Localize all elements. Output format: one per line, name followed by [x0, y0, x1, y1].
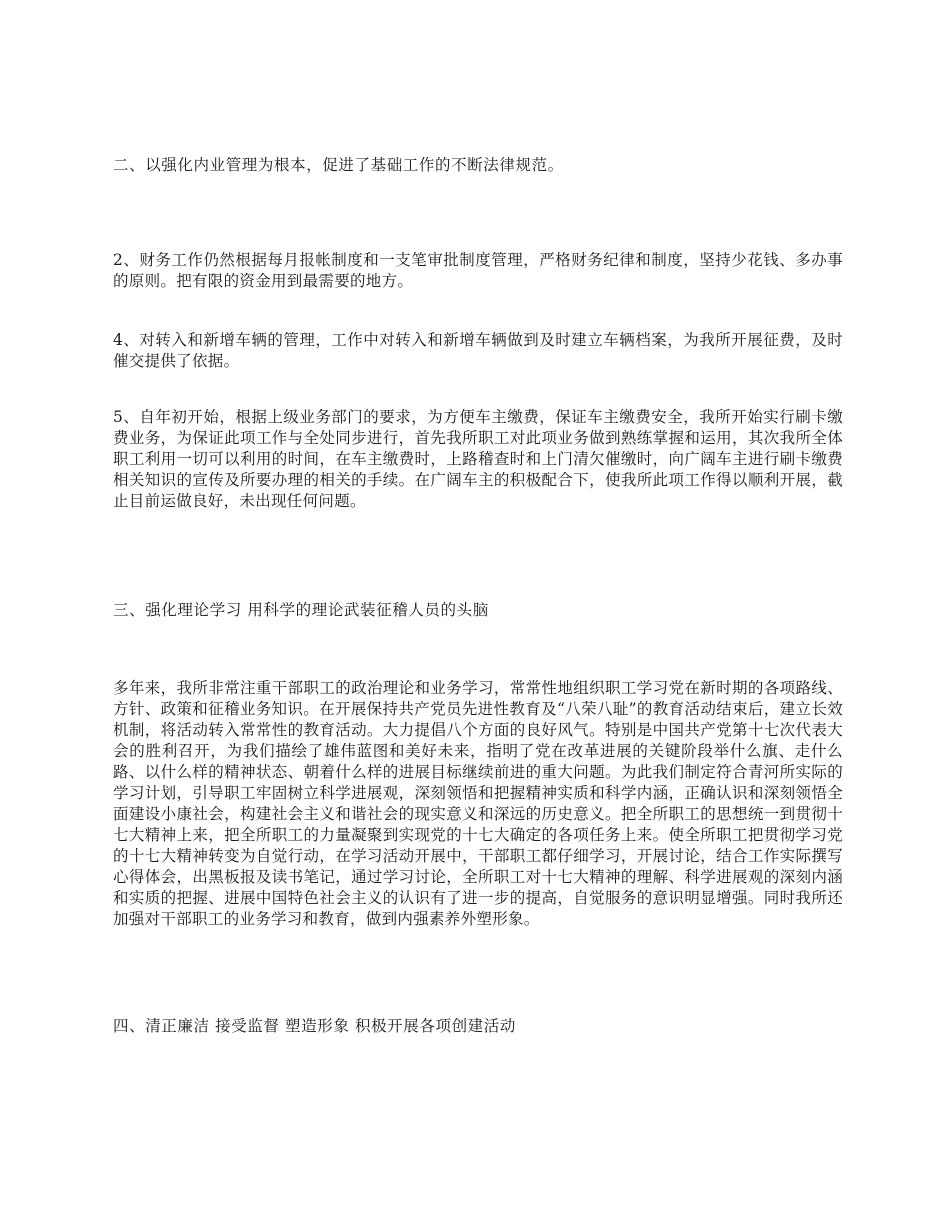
section-heading-3: 三、强化理论学习 用科学的理论武装征稽人员的头脑 — [113, 601, 489, 619]
section-heading-4: 四、清正廉洁 接受监督 塑造形象 积极开展各项创建活动 — [113, 1017, 516, 1035]
paragraph-theory-study: 多年来，我所非常注重干部职工的政治理论和业务学习，常常性地组织职工学习党在新时期的各项路线、方针、政策和征稽业务知识。在开展保持共产党员先进性教育及“八荣八耻”的教育活动结束后，建立长效机制，将活动转入常常性的教育活动。大力提倡八个方面的良好风气。特别是中国共产党第十七次代表大会的胜利召开，为我们描绘了雄伟蓝图和美好未来，指明了党在改革进展的关键阶段举什么旗、走什么路、以什么样的精神状态、朝着什么样的进展目标继续前进的重大问题。为此我们制定符合青河所实际的学习计划，引导职工牢固树立科学进展观，深刻领悟和把握精神实质和科学内涵，正确认识和深刻领悟全面建设小康社会，构建社会主义和谐社会的现实意义和深远的历史意义。把全所职工的思想统一到贯彻十七大精神上来，把全所职工的力量凝聚到实现党的十七大确定的各项任务上来。使全所职工把贯彻学习党的十七大精神转变为自觉行动，在学习活动开展中，干部职工都仔细学习，开展讨论，结合工作实际撰写心得体会，出黑板报及读书笔记，通过学习讨论，全所职工对十七大精神的理解、科学进展观的深刻内涵和实质的把握、进展中国特色社会主义的认识有了进一步的提高，自觉服务的意识明显增强。同时我所还加强对干部职工的业务学习和教育，做到内强素养外塑形象。 — [113, 679, 843, 928]
section-heading-2: 二、以强化内业管理为根本，促进了基础工作的不断法律规范。 — [113, 156, 564, 174]
paragraph-card-payment: 5、自年初开始，根据上级业务部门的要求，为方便车主缴费，保证车主缴费安全，我所开始实行刷卡缴费业务，为保证此项工作与全处同步进行，首先我所职工对此项业务做到熟练掌握和运用，其次我所全体职工利用一切可以利用的时间，在车主缴费时，上路稽查时和上门清欠催缴时，向广阔车主进行刷卡缴费相关知识的宣传及所要办理的相关的手续。在广阔车主的积极配合下，使我所此项工作得以顺利开展，截止目前运做良好，未出现任何问题。 — [113, 408, 843, 510]
paragraph-vehicles: 4、对转入和新增车辆的管理，工作中对转入和新增车辆做到及时建立车辆档案，为我所开展征费，及时催交提供了依据。 — [113, 331, 843, 370]
paragraph-finance: 2、财务工作仍然根据每月报帐制度和一支笔审批制度管理，严格财务纪律和制度，坚持少花钱、多办事的原则。把有限的资金用到最需要的地方。 — [113, 251, 843, 290]
